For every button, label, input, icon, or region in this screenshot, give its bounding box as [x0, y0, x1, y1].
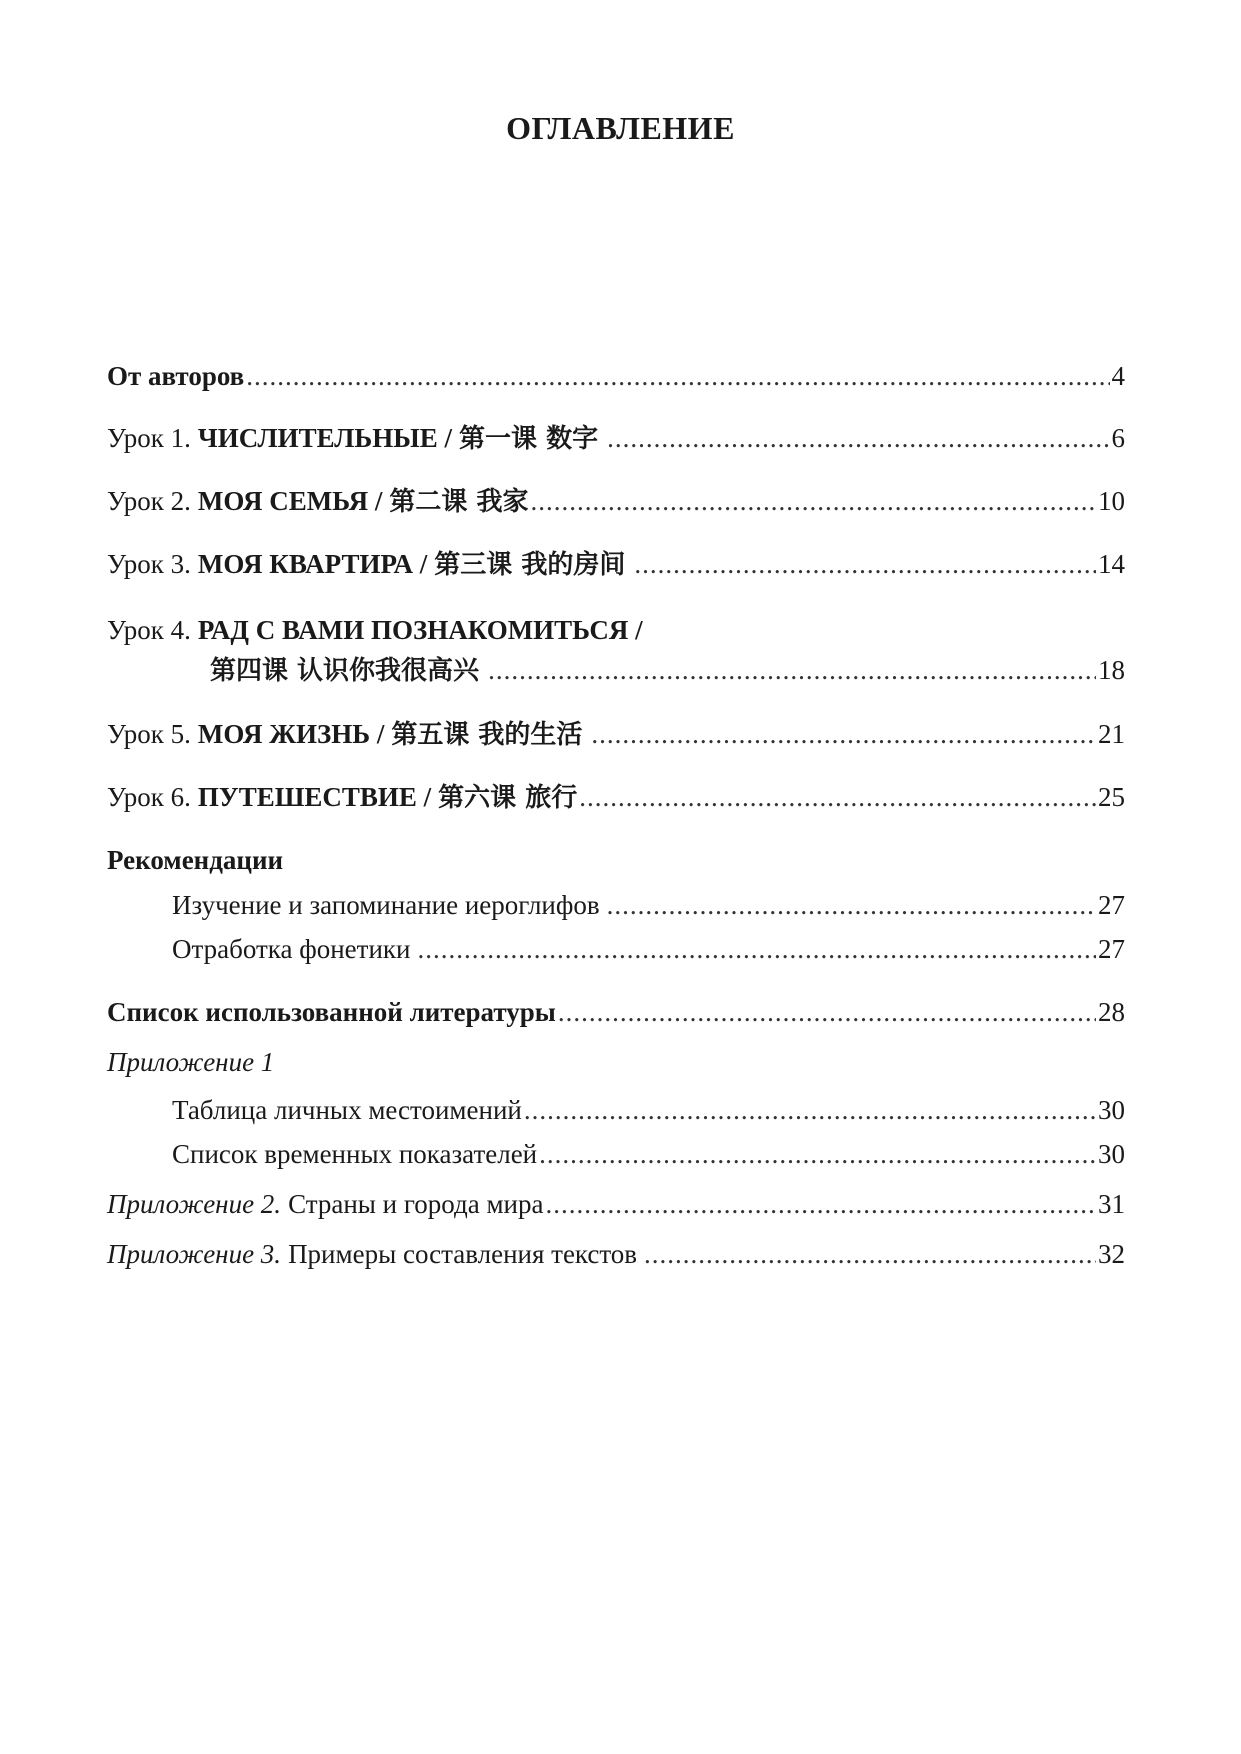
- toc-entry-label: Отработка фонетики: [172, 934, 411, 964]
- toc-page-number: 30: [1098, 1139, 1125, 1169]
- lesson-title-chinese: 第一课 数字: [459, 424, 599, 454]
- toc-entry-lesson-1[interactable]: [107, 418, 1125, 458]
- dot-leader: [545, 1184, 1096, 1224]
- toc-page-number: 32: [1098, 1239, 1125, 1269]
- dot-leader: [530, 481, 1096, 521]
- appendix-prefix: Приложение 3.: [107, 1239, 282, 1269]
- dot-leader: [591, 714, 1096, 754]
- toc-page-number: 6: [1111, 423, 1125, 453]
- toc-entry-label: Страны и города мира: [288, 1189, 544, 1219]
- toc-entry-lesson-2[interactable]: [107, 481, 1125, 521]
- lesson-title-chinese: 第三课 我的房间: [434, 550, 626, 580]
- lesson-title: МОЯ ЖИЗНЬ /: [197, 719, 385, 749]
- lesson-prefix: Урок 1.: [107, 423, 191, 453]
- lesson-title: РАД С ВАМИ ПОЗНАКОМИТЬСЯ /: [197, 615, 643, 645]
- toc-page-number: 14: [1098, 549, 1125, 579]
- dot-leader: [644, 1234, 1096, 1274]
- toc-subentry-hieroglyphs[interactable]: [172, 885, 1125, 925]
- toc-entry-label: Примеры составления текстов: [288, 1239, 638, 1269]
- dot-leader: [417, 929, 1096, 969]
- toc-entry-literature[interactable]: [107, 992, 1125, 1032]
- toc-section-recommendations: Рекомендации: [107, 845, 284, 875]
- page-title: ОГЛАВЛЕНИЕ: [506, 110, 735, 146]
- dot-leader: [488, 650, 1096, 690]
- lesson-title: МОЯ СЕМЬЯ /: [197, 486, 383, 516]
- toc-entry-label: Список использованной литературы: [107, 997, 556, 1027]
- toc-entry-lesson-4-continuation[interactable]: [210, 650, 1125, 690]
- toc-entry-authors[interactable]: [107, 356, 1125, 396]
- appendix-prefix: Приложение 2.: [107, 1189, 282, 1219]
- dot-leader: [246, 356, 1109, 396]
- toc-entry-lesson-6[interactable]: [107, 777, 1125, 817]
- toc-entry-lesson-3[interactable]: [107, 544, 1125, 584]
- toc-entry-label: Список временных показателей: [172, 1139, 538, 1169]
- dot-leader: [558, 992, 1096, 1032]
- toc-page-number: 25: [1098, 782, 1125, 812]
- lesson-prefix: Урок 5.: [107, 719, 191, 749]
- dot-leader: [607, 418, 1109, 458]
- toc-entry-appendix-3[interactable]: [107, 1234, 1125, 1274]
- toc-entry-label: От авторов: [107, 361, 245, 391]
- dot-leader: [634, 544, 1096, 584]
- toc-entry-label: Изучение и запоминание иероглифов: [172, 890, 600, 920]
- lesson-title-chinese: 第五课 我的生活: [391, 720, 583, 750]
- toc-page-number: 31: [1098, 1189, 1125, 1219]
- toc-page-number: 27: [1098, 890, 1125, 920]
- dot-leader: [524, 1090, 1096, 1130]
- toc-entry-lesson-5[interactable]: [107, 714, 1125, 754]
- dot-leader: [607, 885, 1096, 925]
- toc-section-appendix-1: Приложение 1: [107, 1047, 275, 1077]
- toc-page-number: 4: [1111, 361, 1125, 391]
- toc-subentry-phonetics[interactable]: [172, 929, 1125, 969]
- toc-page-number: 30: [1098, 1095, 1125, 1125]
- toc-page-number: 27: [1098, 934, 1125, 964]
- lesson-prefix: Урок 6.: [107, 782, 191, 812]
- lesson-prefix: Урок 2.: [107, 486, 191, 516]
- toc-page-number: 28: [1098, 997, 1125, 1027]
- toc-subentry-pronouns[interactable]: [172, 1090, 1125, 1130]
- lesson-title-chinese: 第四课 认识你我很高兴: [210, 656, 480, 686]
- toc-entry-appendix-2[interactable]: [107, 1184, 1125, 1224]
- toc-entry-lesson-4[interactable]: [107, 610, 1125, 650]
- lesson-title: ПУТЕШЕСТВИЕ /: [197, 782, 432, 812]
- toc-page-number: 18: [1098, 655, 1125, 685]
- lesson-title: МОЯ КВАРТИРА /: [197, 549, 428, 579]
- dot-leader: [539, 1134, 1096, 1174]
- toc-page-number: 10: [1098, 486, 1125, 516]
- toc-entry-label: Таблица личных местоимений: [172, 1095, 522, 1125]
- lesson-prefix: Урок 3.: [107, 549, 191, 579]
- lesson-title: ЧИСЛИТЕЛЬНЫЕ /: [197, 423, 453, 453]
- toc-subentry-time-markers[interactable]: [172, 1134, 1125, 1174]
- toc-page-number: 21: [1098, 719, 1125, 749]
- lesson-title-chinese: 第六课 旅行: [438, 783, 578, 813]
- lesson-prefix: Урок 4.: [107, 615, 191, 645]
- dot-leader: [579, 777, 1096, 817]
- lesson-title-chinese: 第二课 我家: [389, 487, 529, 517]
